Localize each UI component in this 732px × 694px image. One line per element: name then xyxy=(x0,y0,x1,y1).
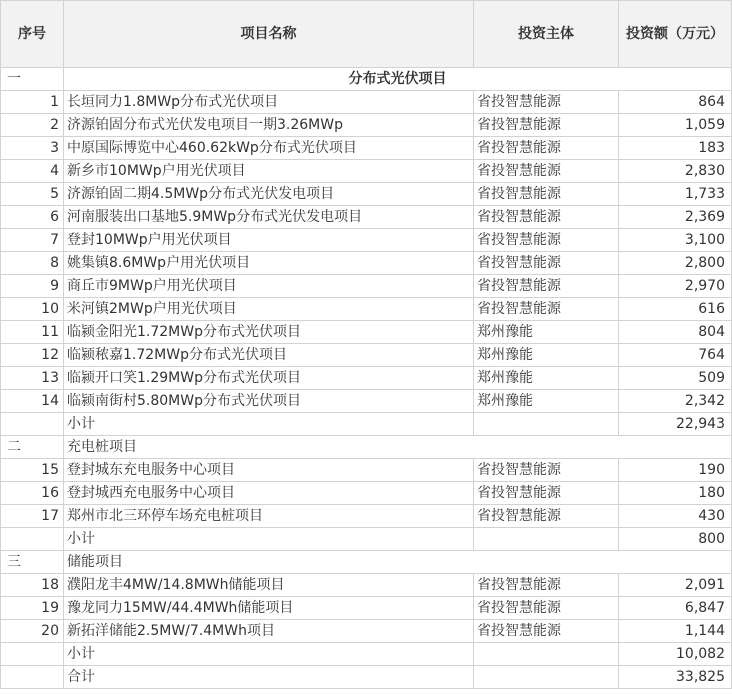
row-investor: 省投智慧能源 xyxy=(474,597,619,620)
row-investor: 省投智慧能源 xyxy=(474,298,619,321)
row-project-name: 中原国际博览中心460.62kWp分布式光伏项目 xyxy=(64,137,474,160)
subtotal-amount: 800 xyxy=(619,528,732,551)
row-amount: 764 xyxy=(619,344,732,367)
table-row xyxy=(1,574,732,597)
row-amount: 616 xyxy=(619,298,732,321)
table-row xyxy=(1,275,732,298)
row-investor: 省投智慧能源 xyxy=(474,160,619,183)
row-no: 14 xyxy=(1,390,64,413)
total-label: 合计 xyxy=(64,666,474,689)
row-project-name: 临颍开口笑1.29MWp分布式光伏项目 xyxy=(64,367,474,390)
table-row xyxy=(1,183,732,206)
section-title: 储能项目 xyxy=(64,551,732,574)
table-row xyxy=(1,91,732,114)
row-investor: 省投智慧能源 xyxy=(474,229,619,252)
section-no: 二 xyxy=(1,436,64,459)
row-investor: 省投智慧能源 xyxy=(474,505,619,528)
row-investor: 省投智慧能源 xyxy=(474,91,619,114)
row-no: 6 xyxy=(1,206,64,229)
row-project-name: 长垣同力1.8MWp分布式光伏项目 xyxy=(64,91,474,114)
table-row xyxy=(1,160,732,183)
row-investor: 省投智慧能源 xyxy=(474,275,619,298)
row-investor: 郑州豫能 xyxy=(474,344,619,367)
subtotal-no-cell xyxy=(1,528,64,551)
table-row xyxy=(1,229,732,252)
row-project-name: 登封城西充电服务中心项目 xyxy=(64,482,474,505)
row-project-name: 济源铂固二期4.5MWp分布式光伏发电项目 xyxy=(64,183,474,206)
row-project-name: 河南服装出口基地5.9MWp分布式光伏发电项目 xyxy=(64,206,474,229)
section-title: 分布式光伏项目 xyxy=(64,68,732,91)
row-project-name: 濮阳龙丰4MW/14.8MWh储能项目 xyxy=(64,574,474,597)
table-row xyxy=(1,321,732,344)
row-amount: 1,144 xyxy=(619,620,732,643)
row-amount: 190 xyxy=(619,459,732,482)
row-no: 16 xyxy=(1,482,64,505)
table-row xyxy=(1,252,732,275)
row-investor: 省投智慧能源 xyxy=(474,252,619,275)
row-amount: 509 xyxy=(619,367,732,390)
row-no: 7 xyxy=(1,229,64,252)
row-amount: 2,342 xyxy=(619,390,732,413)
table-row xyxy=(1,390,732,413)
row-project-name: 米河镇2MWp户用光伏项目 xyxy=(64,298,474,321)
table-row xyxy=(1,505,732,528)
row-no: 11 xyxy=(1,321,64,344)
row-no: 3 xyxy=(1,137,64,160)
subtotal-investor-cell xyxy=(474,413,619,436)
row-investor: 省投智慧能源 xyxy=(474,183,619,206)
subtotal-row xyxy=(1,643,732,666)
table-row xyxy=(1,367,732,390)
row-project-name: 临颍南街村5.80MWp分布式光伏项目 xyxy=(64,390,474,413)
row-amount: 2,970 xyxy=(619,275,732,298)
row-amount: 2,800 xyxy=(619,252,732,275)
row-project-name: 商丘市9MWp户用光伏项目 xyxy=(64,275,474,298)
row-project-name: 郑州市北三环停车场充电桩项目 xyxy=(64,505,474,528)
row-no: 9 xyxy=(1,275,64,298)
row-no: 12 xyxy=(1,344,64,367)
row-investor: 省投智慧能源 xyxy=(474,482,619,505)
row-project-name: 临颍金阳光1.72MWp分布式光伏项目 xyxy=(64,321,474,344)
table-row xyxy=(1,114,732,137)
row-project-name: 新乡市10MWp户用光伏项目 xyxy=(64,160,474,183)
row-amount: 430 xyxy=(619,505,732,528)
row-no: 5 xyxy=(1,183,64,206)
section-no: 一 xyxy=(1,68,64,91)
subtotal-label: 小计 xyxy=(64,413,474,436)
row-amount: 3,100 xyxy=(619,229,732,252)
row-amount: 1,733 xyxy=(619,183,732,206)
subtotal-no-cell xyxy=(1,413,64,436)
row-investor: 省投智慧能源 xyxy=(474,137,619,160)
total-no-cell xyxy=(1,666,64,689)
row-project-name: 姚集镇8.6MWp户用光伏项目 xyxy=(64,252,474,275)
row-project-name: 临颍秾嘉1.72MWp分布式光伏项目 xyxy=(64,344,474,367)
subtotal-row xyxy=(1,528,732,551)
total-investor-cell xyxy=(474,666,619,689)
row-no: 17 xyxy=(1,505,64,528)
row-investor: 省投智慧能源 xyxy=(474,114,619,137)
row-amount: 804 xyxy=(619,321,732,344)
row-investor: 郑州豫能 xyxy=(474,321,619,344)
row-investor: 省投智慧能源 xyxy=(474,574,619,597)
row-no: 13 xyxy=(1,367,64,390)
table-row xyxy=(1,482,732,505)
row-no: 15 xyxy=(1,459,64,482)
section-title: 充电桩项目 xyxy=(64,436,732,459)
table-row xyxy=(1,620,732,643)
subtotal-investor-cell xyxy=(474,528,619,551)
table-row xyxy=(1,137,732,160)
section-row xyxy=(1,551,732,574)
row-investor: 郑州豫能 xyxy=(474,367,619,390)
row-amount: 2,830 xyxy=(619,160,732,183)
table-row xyxy=(1,298,732,321)
table-row xyxy=(1,206,732,229)
row-project-name: 济源铂固分布式光伏发电项目一期3.26MWp xyxy=(64,114,474,137)
table-header-row xyxy=(1,1,732,68)
row-investor: 省投智慧能源 xyxy=(474,206,619,229)
total-row xyxy=(1,666,732,689)
header-investor: 投资主体 xyxy=(474,1,619,68)
subtotal-label: 小计 xyxy=(64,643,474,666)
row-amount: 864 xyxy=(619,91,732,114)
row-no: 20 xyxy=(1,620,64,643)
subtotal-amount: 22,943 xyxy=(619,413,732,436)
header-project-name: 项目名称 xyxy=(64,1,474,68)
subtotal-label: 小计 xyxy=(64,528,474,551)
section-no: 三 xyxy=(1,551,64,574)
row-amount: 183 xyxy=(619,137,732,160)
row-no: 18 xyxy=(1,574,64,597)
total-amount: 33,825 xyxy=(619,666,732,689)
row-investor: 郑州豫能 xyxy=(474,390,619,413)
table-row xyxy=(1,459,732,482)
subtotal-no-cell xyxy=(1,643,64,666)
section-row xyxy=(1,436,732,459)
row-no: 19 xyxy=(1,597,64,620)
row-amount: 2,091 xyxy=(619,574,732,597)
row-amount: 2,369 xyxy=(619,206,732,229)
row-no: 1 xyxy=(1,91,64,114)
section-row xyxy=(1,68,732,91)
table-row xyxy=(1,344,732,367)
row-project-name: 新拓洋储能2.5MW/7.4MWh项目 xyxy=(64,620,474,643)
row-no: 10 xyxy=(1,298,64,321)
subtotal-investor-cell xyxy=(474,643,619,666)
row-amount: 6,847 xyxy=(619,597,732,620)
table-row xyxy=(1,597,732,620)
row-investor: 省投智慧能源 xyxy=(474,620,619,643)
row-no: 2 xyxy=(1,114,64,137)
row-no: 8 xyxy=(1,252,64,275)
row-amount: 1,059 xyxy=(619,114,732,137)
header-no: 序号 xyxy=(1,1,64,68)
subtotal-row xyxy=(1,413,732,436)
header-amount: 投资额（万元） xyxy=(619,1,732,68)
row-investor: 省投智慧能源 xyxy=(474,459,619,482)
row-amount: 180 xyxy=(619,482,732,505)
row-no: 4 xyxy=(1,160,64,183)
row-project-name: 豫龙同力15MW/44.4MWh储能项目 xyxy=(64,597,474,620)
subtotal-amount: 10,082 xyxy=(619,643,732,666)
row-project-name: 登封10MWp户用光伏项目 xyxy=(64,229,474,252)
row-project-name: 登封城东充电服务中心项目 xyxy=(64,459,474,482)
